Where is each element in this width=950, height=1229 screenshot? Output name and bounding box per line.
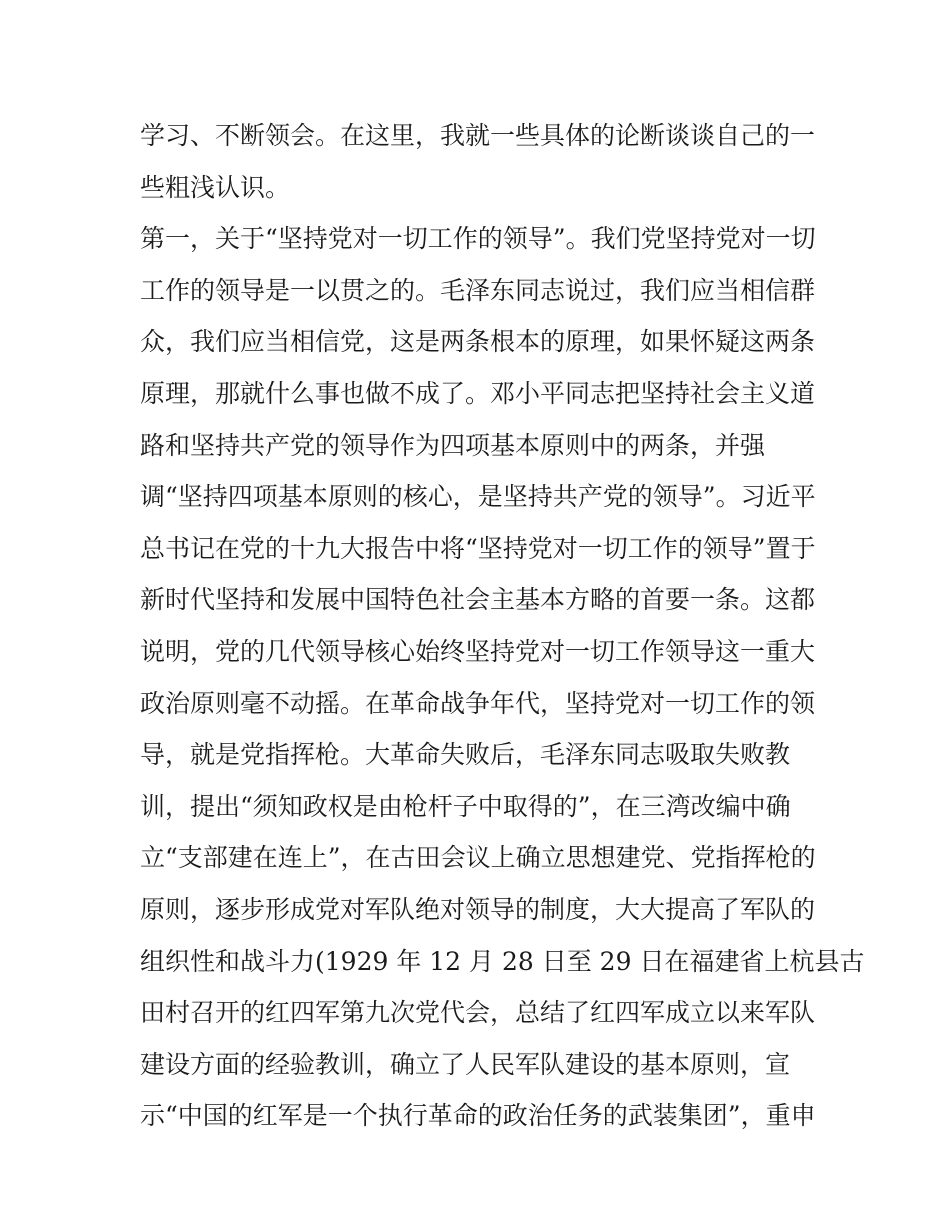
text-line: 建设方面的经验教训，确立了人民军队建设的基本原则，宣 [140, 1049, 791, 1079]
text-line: 些粗浅认识。 [140, 172, 291, 202]
text-line: 调“坚持四项基本原则的核心，是坚持共产党的领导”。习近平 [140, 482, 816, 512]
text-line: 组织性和战斗力(1929 年 12 月 28 日至 29 日在福建省上杭县古 [140, 946, 865, 976]
text-line: 众，我们应当相信党，这是两条根本的原理，如果怀疑这两条 [140, 327, 816, 357]
text-line: 工作的领导是一以贯之的。毛泽东同志说过，我们应当相信群 [140, 275, 816, 305]
text-line: 新时代坚持和发展中国特色社会主基本方略的首要一条。这都 [140, 585, 816, 615]
text-line: 政治原则毫不动摇。在革命战争年代，坚持党对一切工作的领 [140, 688, 816, 718]
text-line: 训，提出“须知政权是由枪杆子中取得的”，在三湾改编中确 [140, 791, 791, 821]
text-line: 路和坚持共产党的领导作为四项基本原则中的两条，并强 [140, 430, 766, 460]
text-line: 原理，那就什么事也做不成了。邓小平同志把坚持社会主义道 [140, 378, 816, 408]
text-line: 第一，关于“坚持党对一切工作的领导”。我们党坚持党对一切 [140, 224, 816, 254]
text-line: 田村召开的红四军第九次党代会，总结了红四军成立以来军队 [140, 998, 816, 1028]
text-line: 立“支部建在连上”，在古田会议上确立思想建党、党指挥枪的 [140, 843, 816, 873]
text-line: 总书记在党的十九大报告中将“坚持党对一切工作的领导”置于 [140, 533, 816, 563]
text-line: 说明，党的几代领导核心始终坚持党对一切工作领导这一重大 [140, 636, 816, 666]
text-line: 学习、不断领会。在这里，我就一些具体的论断谈谈自己的一 [140, 121, 816, 150]
text-line: 示“中国的红军是一个执行革命的政治任务的武装集团”，重申 [140, 1101, 816, 1131]
text-line: 导，就是党指挥枪。大革命失败后，毛泽东同志吸取失败教 [140, 740, 791, 770]
text-line: 原则，逐步形成党对军队绝对领导的制度，大大提高了军队的 [140, 894, 816, 924]
body-text [140, 110, 865, 1142]
